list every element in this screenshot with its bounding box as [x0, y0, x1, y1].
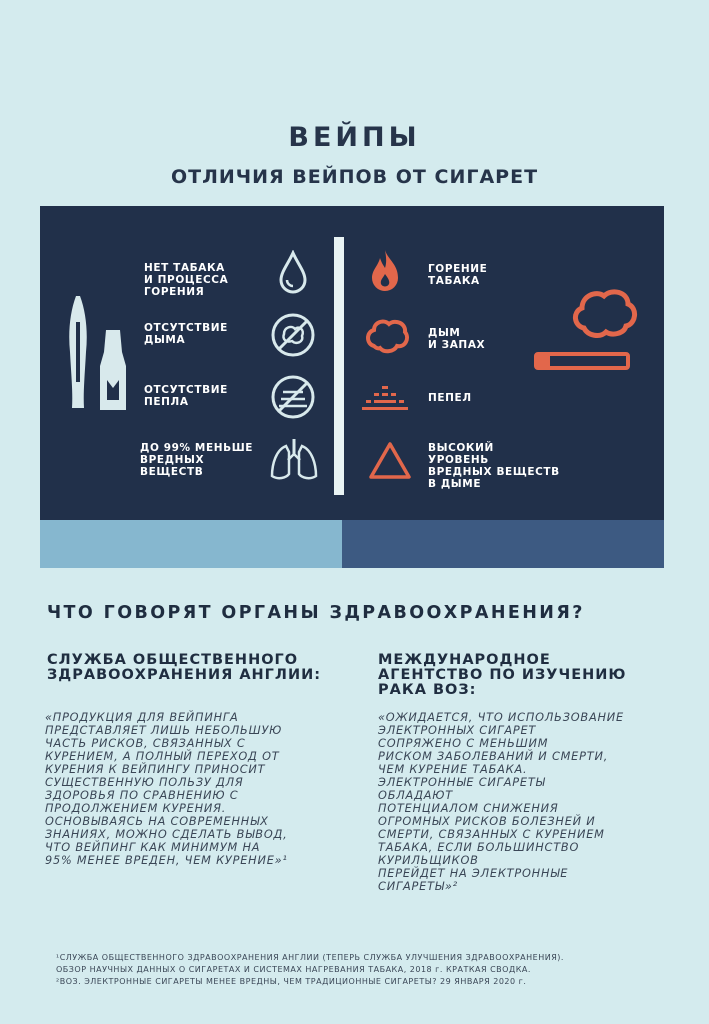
phe-quote: «ПРОДУКЦИЯ ДЛЯ ВЕЙПИНГА ПРЕДСТАВЛЯЕТ ЛИШЬ НЕБОЛЬШУЮ ЧАСТЬ РИСКОВ, СВЯЗАННЫХ С КУРЕНИЕМ, А ПОЛНЫЙ ПЕРЕХОД ОТ КУРЕНИЯ К ВЕЙПИНГУ ПРИНОСИТ СУЩЕСТВЕННУЮ ПОЛЬЗУ ДЛЯ ЗДОРОВЬЯ ПО СРАВНЕНИЮ С ПРОДОЛЖЕНИЕМ КУРЕНИЯ. ОСНОВЫВАЯСЬ НА СОВРЕМЕННЫХ ЗНАНИЯХ, МОЖНО СДЕЛАТЬ ВЫВОД, ЧТО ВЕЙПИНГ КАК МИНИМУМ НА 95% МЕНЕЕ ВРЕДЕН, ЧЕМ КУРЕНИЕ»¹: [45, 711, 288, 867]
vape-item-label: ОТСУТСТВИЕ ПЕПЛА: [144, 384, 228, 408]
center-divider: [334, 237, 344, 495]
comparison-panel: [40, 206, 664, 520]
cigarette-color-bar: [342, 520, 664, 568]
warning-triangle-icon: [368, 440, 412, 480]
vape-item-label: ДО 99% МЕНЬШЕ ВРЕДНЫХ ВЕЩЕСТВ: [140, 442, 254, 478]
no-smoke-icon: [270, 312, 316, 358]
page-title: ВЕЙПЫ: [288, 122, 421, 153]
vape-device-icon: [64, 292, 134, 416]
vape-color-bar: [40, 520, 342, 568]
cigarette-item-label: ВЫСОКИЙ УРОВЕНЬ ВРЕДНЫХ ВЕЩЕСТВ В ДЫМЕ: [428, 442, 560, 490]
cigarette-item-label: ПЕПЕЛ: [428, 392, 472, 404]
cigarette-item-label: ДЫМ И ЗАПАХ: [428, 327, 486, 351]
page-subtitle: ОТЛИЧИЯ ВЕЙПОВ ОТ СИГАРЕТ: [170, 166, 539, 188]
vape-item-label: ОТСУТСТВИЕ ДЫМА: [144, 322, 228, 346]
lungs-icon: [268, 436, 320, 484]
cigarette-icon: [532, 288, 640, 378]
footnotes: ¹СЛУЖБА ОБЩЕСТВЕННОГО ЗДРАВООХРАНЕНИЯ АНГЛИИ (ТЕПЕРЬ СЛУЖБА УЛУЧШЕНИЯ ЗДРАВООХРАНЕНИЯ). ОБЗОР НАУЧНЫХ ДАННЫХ О СИГАРЕТАХ И СИСТЕМАХ НАГРЕВАНИЯ ТАБАКА, 2018 г. КРАТКАЯ СВОДКА. ²ВОЗ. ЭЛЕКТРОННЫЕ СИГАРЕТЫ МЕНЕЕ ВРЕДНЫ, ЧЕМ ТРАДИЦИОННЫЕ СИГАРЕТЫ? 29 ЯНВАРЯ 2020 г.: [56, 953, 564, 986]
vape-item-label: НЕТ ТАБАКА И ПРОЦЕССА ГОРЕНИЯ: [144, 262, 229, 298]
smoke-cloud-icon: [364, 316, 410, 356]
drop-icon: [276, 250, 310, 296]
phe-title: СЛУЖБА ОБЩЕСТВЕННОГО ЗДРАВООХРАНЕНИЯ АНГЛИИ:: [47, 652, 322, 683]
cigarette-item-label: ГОРЕНИЕ ТАБАКА: [428, 263, 488, 287]
no-ash-icon: [270, 374, 316, 420]
flame-icon: [368, 248, 402, 294]
iarc-quote: «ОЖИДАЕТСЯ, ЧТО ИСПОЛЬЗОВАНИЕ ЭЛЕКТРОННЫХ СИГАРЕТ СОПРЯЖЕНО С МЕНЬШИМ РИСКОМ ЗАБОЛЕВАНИЙ И СМЕРТИ, ЧЕМ КУРЕНИЕ ТАБАКА. ЭЛЕКТРОННЫЕ СИГАРЕТЫ ОБЛАДАЮТ ПОТЕНЦИАЛОМ СНИЖЕНИЯ ОГРОМНЫХ РИСКОВ БОЛЕЗНЕЙ И СМЕРТИ, СВЯЗАННЫХ С КУРЕНИЕМ ТАБАКА, ЕСЛИ БОЛЬШИНСТВО КУРИЛЬЩИКОВ ПЕРЕЙДЕТ НА ЭЛЕКТРОННЫЕ СИГАРЕТЫ»²: [378, 711, 624, 893]
iarc-title: МЕЖДУНАРОДНОЕ АГЕНТСТВО ПО ИЗУЧЕНИЮ РАКА ВОЗ:: [378, 652, 627, 698]
ash-pile-icon: [360, 384, 410, 412]
health-heading: ЧТО ГОВОРЯТ ОРГАНЫ ЗДРАВООХРАНЕНИЯ?: [47, 603, 585, 623]
